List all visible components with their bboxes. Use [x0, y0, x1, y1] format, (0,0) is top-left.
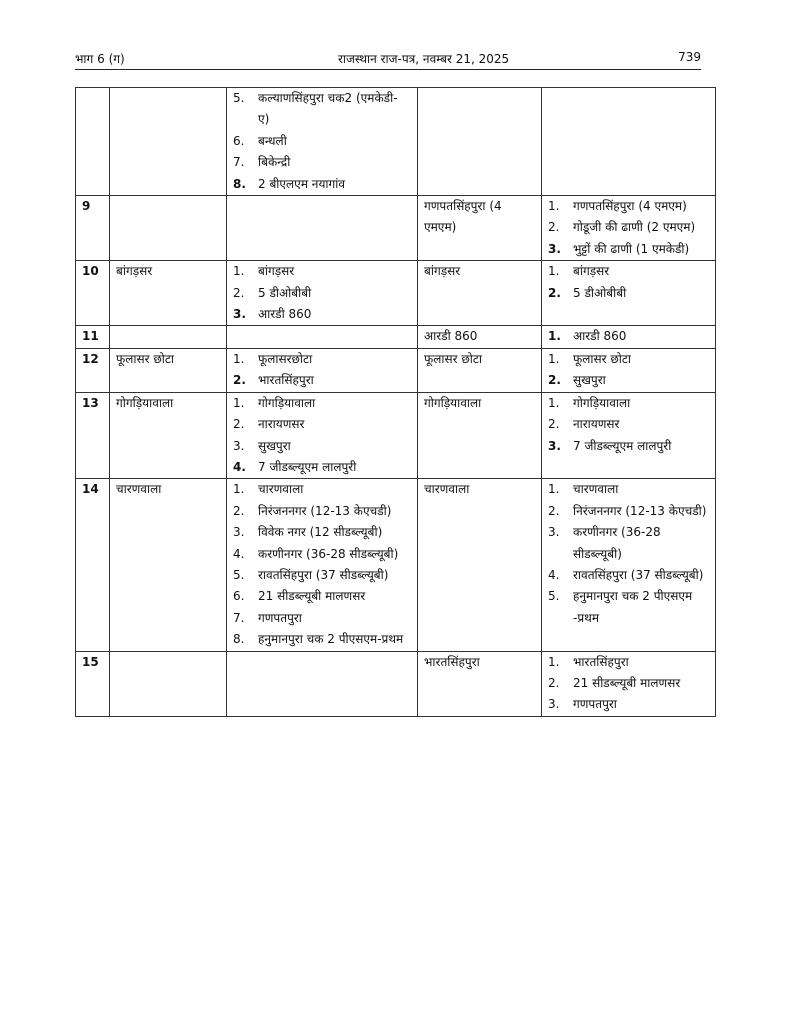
- part-label: भाग 6 (ग): [75, 52, 125, 66]
- village-list-item: [548, 239, 709, 260]
- item-number: 1.: [548, 351, 560, 366]
- existing-panchayat-cell: गोगड़ियावाला: [110, 392, 227, 479]
- village-name: बन्धली: [258, 133, 287, 148]
- item-number: 4.: [233, 546, 245, 561]
- village-name: 5 डीओबीबी: [258, 285, 312, 300]
- village-list-item: [548, 370, 709, 391]
- village-list-item: [233, 501, 411, 522]
- village-list-item: [548, 652, 709, 673]
- village-name: करणीनगर (36-28 सीडब्ल्यूबी): [573, 525, 661, 561]
- item-number: 8.: [233, 632, 245, 647]
- serial-number-cell: 15: [76, 651, 110, 716]
- gazette-title: राजस्थान राज-पत्र, नवम्बर 21, 2025: [338, 52, 510, 66]
- item-number: 3.: [233, 438, 245, 453]
- village-list-item: [548, 522, 709, 565]
- village-name: नारायणसर: [258, 417, 305, 432]
- table-row: [76, 392, 716, 479]
- village-list-item: [548, 501, 709, 522]
- existing-villages-cell: [227, 196, 418, 261]
- village-name: बांगड़सर: [258, 264, 295, 279]
- new-panchayat-cell: [418, 88, 542, 196]
- item-number: 1.: [548, 264, 560, 279]
- serial-number-cell: 10: [76, 261, 110, 326]
- village-list-item: [233, 565, 411, 586]
- existing-villages-cell: [227, 326, 418, 348]
- village-name: भुट्टों की ढाणी (1 एमकेडी): [573, 241, 690, 256]
- item-number: 8.: [233, 176, 246, 191]
- item-number: 2.: [233, 417, 245, 432]
- existing-village-list: [233, 88, 411, 195]
- existing-panchayat-cell: [110, 651, 227, 716]
- village-list-item: [548, 586, 709, 629]
- table-row: [76, 479, 716, 651]
- existing-village-list: [233, 393, 411, 479]
- village-name: आरडी 860: [258, 307, 312, 322]
- village-name: सुखपुरा: [573, 373, 606, 388]
- new-panchayat-cell: भारतसिंहपुरा: [418, 651, 542, 716]
- village-name: कल्याणसिंहपुरा चक2 (एमकेडी- ए): [258, 91, 398, 127]
- existing-village-list: [233, 261, 411, 325]
- village-list-item: [233, 586, 411, 607]
- village-name: चारणवाला: [573, 482, 619, 497]
- village-list-item: [548, 565, 709, 586]
- new-panchayat-cell: चारणवाला: [418, 479, 542, 651]
- village-list-item: [548, 217, 709, 238]
- village-name: 21 सीडब्ल्यूबी मालणसर: [258, 589, 366, 604]
- village-name: गोडूजी की ढाणी (2 एमएम): [573, 220, 696, 235]
- existing-villages-cell: [227, 261, 418, 326]
- item-number: 2.: [548, 417, 560, 432]
- item-number: 5.: [233, 91, 245, 105]
- existing-village-list: [233, 349, 411, 392]
- new-villages-cell: [542, 392, 716, 479]
- item-number: 5.: [233, 567, 245, 582]
- item-number: 1.: [233, 395, 245, 410]
- table-row: [76, 326, 716, 348]
- village-name: बांगड़सर: [573, 264, 610, 279]
- item-number: 4.: [548, 567, 560, 582]
- village-name: सुखपुरा: [258, 438, 291, 453]
- village-name: गोगड़ियावाला: [258, 395, 316, 410]
- serial-number-cell: 12: [76, 348, 110, 392]
- existing-panchayat-cell: बांगड़सर: [110, 261, 227, 326]
- new-village-list: [548, 349, 709, 392]
- new-panchayat-cell: फूलासर छोटा: [418, 348, 542, 392]
- item-number: 2.: [548, 503, 560, 518]
- new-village-list: [548, 479, 709, 629]
- village-name: फूलासर छोटा: [573, 351, 632, 366]
- item-number: 2.: [548, 285, 561, 300]
- village-name: फूलासरछोटा: [258, 351, 313, 366]
- village-name: आरडी 860: [573, 329, 627, 344]
- item-number: 2.: [233, 285, 245, 300]
- village-name: बिकेन्द्री: [258, 155, 291, 170]
- village-list-item: [548, 694, 709, 715]
- new-village-list: [548, 326, 709, 347]
- item-number: 5.: [548, 589, 560, 604]
- item-number: 1.: [548, 395, 560, 410]
- village-list-item: [548, 479, 709, 500]
- village-list-item: [548, 436, 709, 457]
- item-number: 1.: [233, 482, 245, 497]
- village-list-item: [548, 414, 709, 435]
- item-number: 2.: [548, 675, 560, 690]
- village-name: गणपतपुरा: [258, 610, 302, 625]
- village-list-item: [233, 174, 411, 195]
- item-number: 1.: [548, 199, 560, 214]
- new-village-list: [548, 652, 709, 716]
- village-list-item: [233, 304, 411, 325]
- village-list-item: [548, 283, 709, 304]
- new-panchayat-cell: गणपतसिंहपुरा (4 एमएम): [418, 196, 542, 261]
- village-list-item: [548, 261, 709, 282]
- village-list-item: [233, 349, 411, 370]
- village-name: विवेक नगर (12 सीडब्ल्यूबी): [258, 525, 383, 540]
- item-number: 3.: [548, 241, 561, 256]
- table-body: [76, 88, 716, 717]
- village-name: गोगड़ियावाला: [573, 395, 631, 410]
- village-name: निरंजननगर (12-13 केएचडी): [258, 503, 392, 518]
- table-row: [76, 196, 716, 261]
- village-name: 2 बीएलएम नयागांव: [258, 176, 346, 191]
- new-villages-cell: [542, 348, 716, 392]
- item-number: 3.: [233, 525, 245, 540]
- existing-village-list: [233, 479, 411, 650]
- village-list-item: [233, 479, 411, 500]
- new-villages-cell: [542, 479, 716, 651]
- table-row: [76, 651, 716, 716]
- village-name: नारायणसर: [573, 417, 620, 432]
- village-name: निरंजननगर (12-13 केएचडी): [573, 503, 707, 518]
- existing-panchayat-cell: चारणवाला: [110, 479, 227, 651]
- village-list-item: [233, 629, 411, 650]
- item-number: 3.: [233, 307, 246, 322]
- serial-number-cell: 11: [76, 326, 110, 348]
- item-number: 2.: [233, 373, 246, 388]
- header-rule: [75, 69, 701, 70]
- new-villages-cell: [542, 326, 716, 348]
- village-name: चारणवाला: [258, 482, 304, 497]
- item-number: 6.: [233, 133, 245, 148]
- village-list-item: [233, 370, 411, 391]
- new-village-list: [548, 393, 709, 457]
- village-list-item: [233, 261, 411, 282]
- new-panchayat-cell: गोगड़ियावाला: [418, 392, 542, 479]
- village-name: 5 डीओबीबी: [573, 285, 627, 300]
- item-number: 2.: [548, 373, 561, 388]
- item-number: 1.: [548, 482, 560, 497]
- new-villages-cell: [542, 651, 716, 716]
- new-village-list: [548, 261, 709, 304]
- village-list-item: [233, 393, 411, 414]
- village-name: गणपतसिंहपुरा (4 एमएम): [573, 199, 687, 214]
- item-number: 2.: [548, 220, 560, 235]
- village-list-item: [548, 673, 709, 694]
- new-villages-cell: [542, 261, 716, 326]
- item-number: 3.: [548, 697, 560, 712]
- item-number: 1.: [233, 264, 245, 279]
- village-list-item: [233, 152, 411, 173]
- village-list-item: [548, 349, 709, 370]
- item-number: 1.: [548, 654, 560, 669]
- village-name: 21 सीडब्ल्यूबी मालणसर: [573, 675, 681, 690]
- existing-panchayat-cell: [110, 326, 227, 348]
- village-name: 7 जीडब्ल्यूएम लालपुरी: [573, 438, 672, 453]
- item-number: 3.: [548, 525, 560, 540]
- table-row: [76, 88, 716, 196]
- existing-villages-cell: [227, 479, 418, 651]
- item-number: 7.: [233, 155, 245, 170]
- serial-number-cell: 13: [76, 392, 110, 479]
- village-name: रावतसिंहपुरा (37 सीडब्ल्यूबी): [258, 567, 389, 582]
- item-number: 3.: [548, 438, 561, 453]
- existing-panchayat-cell: फूलासर छोटा: [110, 348, 227, 392]
- item-number: 1.: [233, 351, 245, 366]
- village-list-item: [548, 393, 709, 414]
- village-list-item: [548, 196, 709, 217]
- village-name: रावतसिंहपुरा (37 सीडब्ल्यूबी): [573, 567, 704, 582]
- village-name: भारतसिंहपुरा: [258, 373, 314, 388]
- page-header: [75, 50, 701, 70]
- existing-panchayat-cell: [110, 88, 227, 196]
- table-row: [76, 261, 716, 326]
- village-name: करणीनगर (36-28 सीडब्ल्यूबी): [258, 546, 399, 561]
- new-panchayat-cell: बांगड़सर: [418, 261, 542, 326]
- village-list-item: [233, 88, 411, 131]
- gram-panchayat-table: [75, 87, 716, 717]
- item-number: 2.: [233, 503, 245, 518]
- existing-villages-cell: [227, 392, 418, 479]
- village-name: 7 जीडब्ल्यूएम लालपुरी: [258, 459, 357, 474]
- serial-number-cell: 14: [76, 479, 110, 651]
- village-list-item: [233, 131, 411, 152]
- existing-villages-cell: [227, 651, 418, 716]
- new-villages-cell: [542, 88, 716, 196]
- village-name: भारतसिंहपुरा: [573, 654, 629, 669]
- village-list-item: [233, 544, 411, 565]
- existing-panchayat-cell: [110, 196, 227, 261]
- village-list-item: [233, 414, 411, 435]
- village-list-item: [233, 522, 411, 543]
- item-number: 7.: [233, 610, 245, 625]
- item-number: 4.: [233, 459, 246, 474]
- item-number: 6.: [233, 589, 245, 604]
- page-number: 739: [678, 50, 701, 64]
- new-panchayat-cell: आरडी 860: [418, 326, 542, 348]
- table-row: [76, 348, 716, 392]
- new-villages-cell: [542, 196, 716, 261]
- village-list-item: [233, 457, 411, 478]
- serial-number-cell: [76, 88, 110, 196]
- existing-villages-cell: [227, 88, 418, 196]
- village-name: गणपतपुरा: [573, 697, 617, 712]
- existing-villages-cell: [227, 348, 418, 392]
- serial-number-cell: 9: [76, 196, 110, 261]
- village-list-item: [233, 283, 411, 304]
- village-name: हनुमानपुरा चक 2 पीएसएम -प्रथम: [573, 589, 693, 625]
- new-village-list: [548, 196, 709, 260]
- village-list-item: [548, 326, 709, 347]
- village-list-item: [233, 608, 411, 629]
- village-name: हनुमानपुरा चक 2 पीएसएम-प्रथम: [258, 632, 404, 647]
- item-number: 1.: [548, 329, 561, 344]
- village-list-item: [233, 436, 411, 457]
